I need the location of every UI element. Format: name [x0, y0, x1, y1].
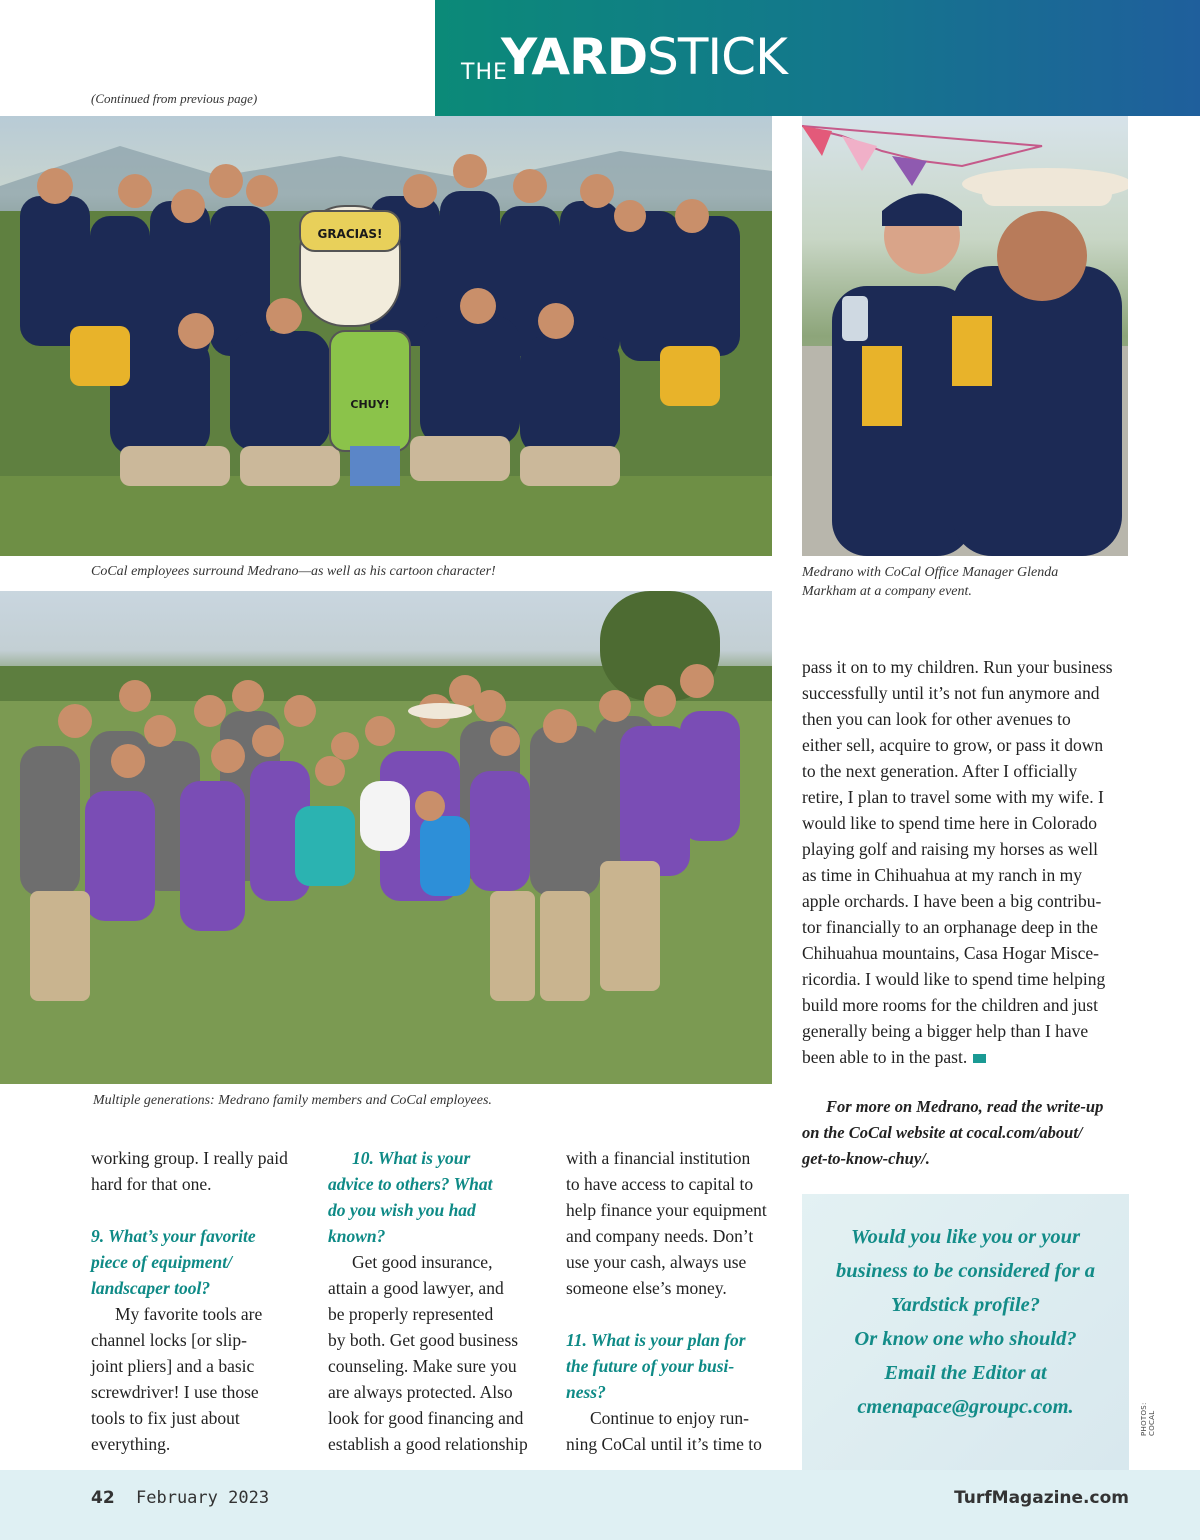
answer-9-line: tools to fix just about	[91, 1408, 240, 1428]
col4-line: build more rooms for the children and just	[802, 995, 1098, 1015]
answer-10-line: establish a good relationship	[328, 1434, 528, 1454]
answer-11-line: Continue to enjoy run-	[590, 1408, 749, 1428]
more-info-line: on the CoCal website at cocal.com/about/	[802, 1123, 1083, 1142]
answer-10-line: Get good insurance,	[352, 1252, 493, 1272]
question-10: 10. What is your	[352, 1148, 471, 1168]
article-column-4	[802, 654, 1147, 1070]
answer-9-line: joint pliers] and a basic	[91, 1356, 255, 1376]
answer-10-line: look for good financing and	[328, 1408, 524, 1428]
banner-title	[501, 28, 787, 86]
answer-10-line: by both. Get good business	[328, 1330, 519, 1350]
question-11: ness?	[566, 1382, 606, 1402]
caption-employees: CoCal employees surround Medrano—as well as his cartoon character!	[91, 564, 496, 579]
col4-line: would like to spend time here in Colorado	[802, 813, 1098, 833]
callout-line: Or know one who should?	[854, 1328, 1077, 1350]
banner-yard: YARD	[501, 28, 648, 86]
col4-line: as time in Chihuahua at my ranch in my	[802, 865, 1082, 885]
col3-line: to have access to capital to	[566, 1174, 754, 1194]
section-banner	[435, 0, 1200, 116]
photo-employees-group	[0, 116, 772, 556]
question-9: landscaper tool?	[91, 1278, 211, 1298]
question-10: do you wish you had	[328, 1200, 476, 1220]
photo-family-illustration	[0, 591, 772, 1084]
col3-line: and company needs. Don’t	[566, 1226, 754, 1246]
col4-line: playing golf and raising my horses as well	[802, 839, 1098, 859]
page-footer	[0, 1470, 1200, 1540]
col1-line: working group. I really paid	[91, 1148, 288, 1168]
col4-last-line	[802, 1044, 1147, 1070]
col1-line: hard for that one.	[91, 1174, 212, 1194]
col4-line: successfully until it’s not fun anymore and	[802, 683, 1100, 703]
col3-line: with a financial institution	[566, 1148, 751, 1168]
cartoon-sign-gracias: GRACIAS!	[317, 227, 383, 241]
col4-line: been able to in the past.	[802, 1047, 968, 1067]
answer-11-line: ning CoCal until it’s time to	[566, 1434, 762, 1454]
col3-line: help finance your equipment	[566, 1200, 767, 1220]
answer-10-line: are always protected. Also	[328, 1382, 513, 1402]
photo-credit: PHOTOS: COCAL	[1140, 1402, 1156, 1436]
col4-line: either sell, acquire to grow, or pass it down	[802, 735, 1104, 755]
col3-line: use your cash, always use	[566, 1252, 747, 1272]
col4-line: pass it on to my children. Run your business	[802, 657, 1113, 677]
callout-line: Would you like you or your	[850, 1226, 1081, 1248]
banner-stick: STICK	[647, 28, 787, 86]
photo-employees-illustration	[0, 116, 772, 556]
answer-9-line: My favorite tools are	[115, 1304, 263, 1324]
caption-medrano-line2: Markham at a company event.	[802, 584, 972, 599]
photo-family-group	[0, 591, 772, 1084]
col4-line: retire, I plan to travel some with my wife. I	[802, 787, 1104, 807]
more-info-line: get-to-know-chuy/.	[802, 1149, 930, 1168]
col4-line: then you can look for other avenues to	[802, 709, 1071, 729]
callout-line: business to be considered for a	[835, 1260, 1096, 1282]
col4-line: generally being a bigger help than I have	[802, 1021, 1089, 1041]
answer-10-line: be properly represented	[328, 1304, 494, 1324]
callout-text	[802, 1220, 1129, 1424]
answer-9-line: channel locks [or slip-	[91, 1330, 247, 1350]
caption-family: Multiple generations: Medrano family members and CoCal employees.	[93, 1093, 492, 1108]
end-mark	[973, 1054, 986, 1063]
question-9: piece of equipment/	[91, 1252, 232, 1272]
photo-medrano-illustration	[802, 116, 1128, 556]
col4-line: ricordia. I would like to spend time helping	[802, 969, 1106, 989]
callout-line: Email the Editor at	[884, 1362, 1047, 1384]
answer-10-line: attain a good lawyer, and	[328, 1278, 504, 1298]
question-11: 11. What is your plan for	[566, 1330, 746, 1350]
answer-10-line: counseling. Make sure you	[328, 1356, 517, 1376]
cartoon-sign-chuy: CHUY!	[350, 398, 390, 411]
callout-email[interactable]: cmenapace@groupc.com.	[857, 1396, 1074, 1418]
col4-line: tor financially to an orphanage deep in the	[802, 917, 1098, 937]
article-column-2	[328, 1145, 548, 1457]
answer-9-line: screwdriver! I use those	[91, 1382, 259, 1402]
col4-line: apple orchards. I have been a big contribu-	[802, 891, 1102, 911]
photo-medrano-glenda	[802, 116, 1128, 556]
banner-the: THE	[461, 60, 508, 85]
page-number: 42	[91, 1488, 115, 1508]
question-11: the future of your busi-	[566, 1356, 735, 1376]
question-10: advice to others? What	[328, 1174, 493, 1194]
article-column-1	[91, 1145, 306, 1457]
col4-line: to the next generation. After I officially	[802, 761, 1078, 781]
col3-line: someone else’s money.	[566, 1278, 727, 1298]
callout-line: Yardstick profile?	[890, 1294, 1040, 1316]
site-link[interactable]: TurfMagazine.com	[954, 1488, 1129, 1508]
answer-9-line: everything.	[91, 1434, 171, 1454]
caption-medrano-line1: Medrano with CoCal Office Manager Glenda	[802, 565, 1059, 580]
caption-medrano-glenda	[802, 563, 1058, 601]
more-info-line: For more on Medrano, read the write-up	[826, 1097, 1104, 1116]
profile-callout-box	[802, 1194, 1129, 1470]
article-column-3	[566, 1145, 788, 1457]
issue-date: February 2023	[136, 1488, 270, 1508]
continued-note: (Continued from previous page)	[91, 91, 258, 106]
more-info	[802, 1094, 1132, 1172]
question-10: known?	[328, 1226, 386, 1246]
col4-line: Chihuahua mountains, Casa Hogar Misce-	[802, 943, 1099, 963]
question-9: 9. What’s your favorite	[91, 1226, 256, 1246]
